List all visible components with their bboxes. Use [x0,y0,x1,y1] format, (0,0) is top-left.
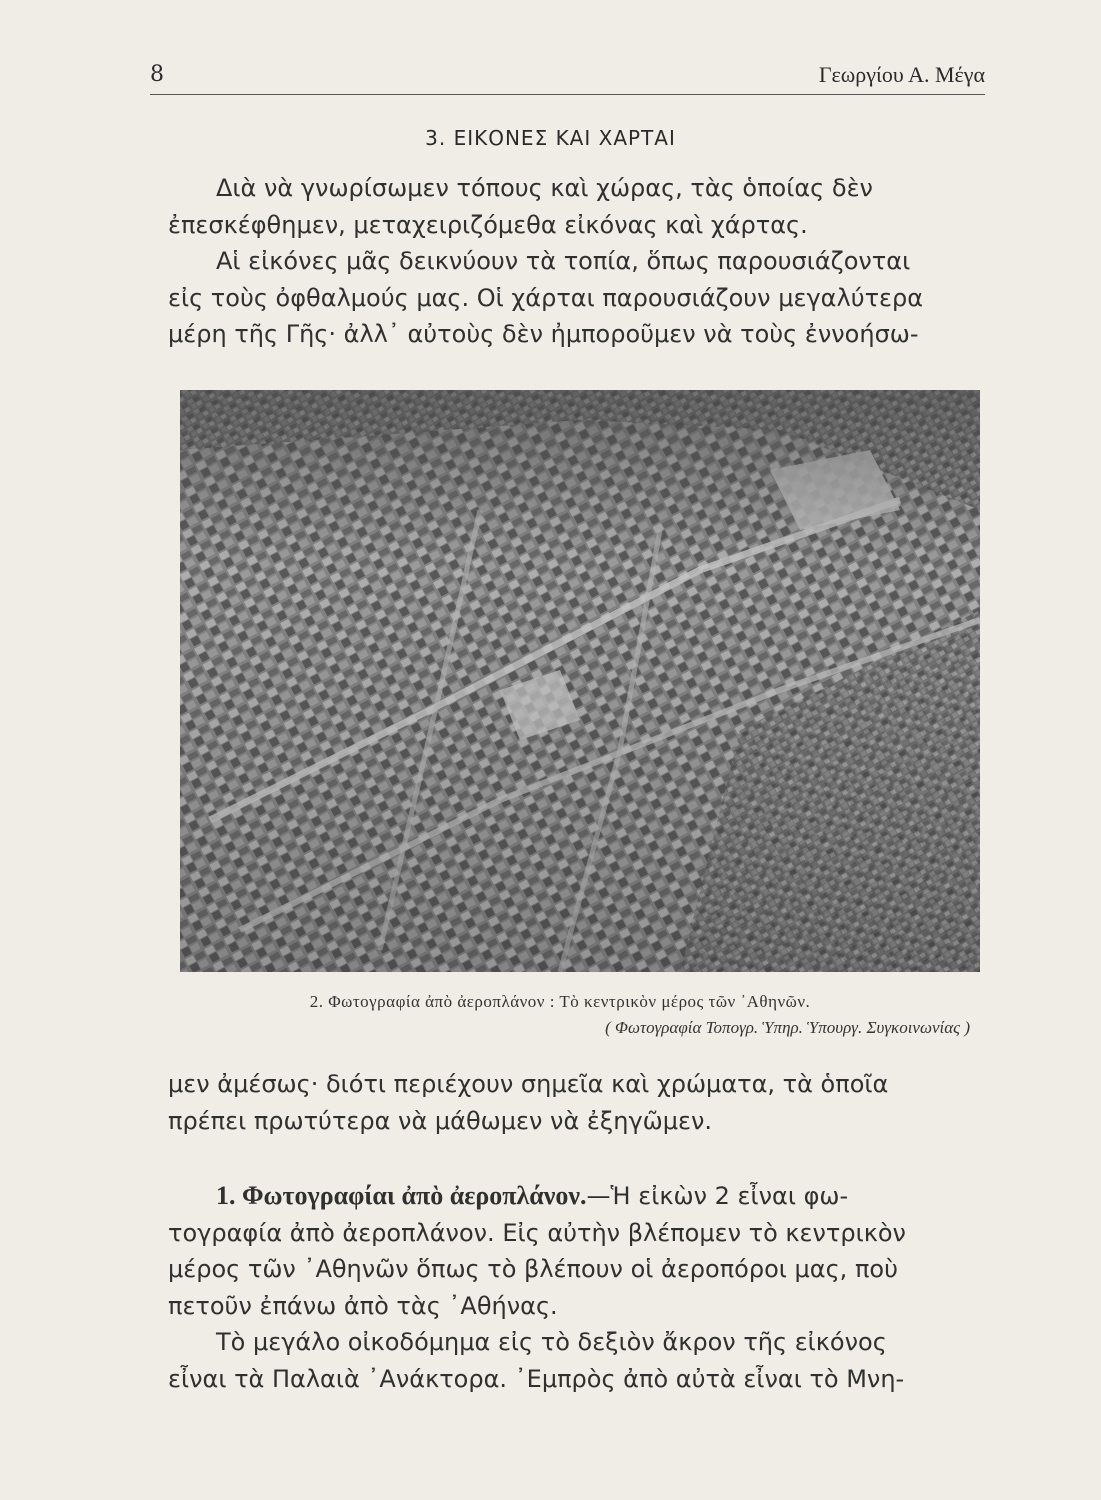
text-line: τογραφία ἀπὸ ἀεροπλάνον. Εἰς αὐτὴν βλέπομεν τὸ κεντρικὸν [168,1218,906,1247]
text-line: εἶναι τὰ Παλαιὰ ᾿Ανάκτορα. ᾿Εμπρὸς ἀπὸ αὐτὰ εἶναι τὸ Μνη- [168,1364,905,1393]
intro-paragraph [168,170,988,353]
text-line: πρέπει πρωτύτερα νὰ μάθωμεν νὰ ἐξηγῶμεν. [168,1106,713,1135]
text-line: μέρος τῶν ᾿Αθηνῶν ὅπως τὸ βλέπουν οἱ ἀεροπόροι μας, ποὺ [168,1255,898,1284]
aerial-photo [180,390,980,972]
continuation-paragraph [168,1066,988,1139]
section-title: 3. ΕΙΚΟΝΕΣ ΚΑΙ ΧΑΡΤΑΙ [425,126,676,150]
text-line: ἐπεσκέφθημεν, μεταχειριζόμεθα εἰκόνας καὶ χάρτας. [168,210,808,239]
subsection-heading: 1. Φωτογραφίαι ἀπὸ ἀεροπλάνον. [216,1181,587,1210]
subsection-first-line: —Ἡ εἰκὼν 2 εἶναι φω- [586,1182,849,1210]
running-head: Γεωργίου Α. Μέγα [818,62,985,87]
text-line: εἰς τοὺς ὀφθαλμούς μας. Οἱ χάρται παρουσιάζουν μεγαλύτερα [168,283,924,312]
subsection-paragraph [168,1178,988,1398]
text-line: Αἱ εἰκόνες μᾶς δεικνύουν τὰ τοπία, ὅπως παρουσιάζονται [216,247,911,276]
text-line: πετοῦν ἐπάνω ἀπὸ τὰς ᾿Αθήνας. [168,1291,558,1320]
text-line: μέρη τῆς Γῆς· ἀλλ᾿ αὐτοὺς δὲν ἠμποροῦμεν νὰ τοὺς ἐννοήσω- [168,320,919,349]
text-line: μεν ἀμέσως· διότι περιέχουν σημεῖα καὶ χρώματα, τὰ ὁποῖα [168,1070,889,1098]
text-line [168,1178,988,1215]
figure-caption: 2. Φωτογραφία ἀπὸ ἀεροπλάνον : Τὸ κεντρικὸν μέρος τῶν ᾿Αθηνῶν. [309,992,811,1011]
page-number: 8 [150,62,164,87]
figure-credit: ( Φωτογραφία Τοπογρ. Ὑπηρ. Ὑπουργ. Συγκοινωνίας ) [605,1018,970,1037]
text-line: Τὸ μεγάλο οἰκοδόμημα εἰς τὸ δεξιὸν ἄκρον τῆς εἰκόνος [216,1328,887,1357]
text-line: Διὰ νὰ γνωρίσωμεν τόπους καὶ χώρας, τὰς ὁποίας δὲν [216,174,873,202]
aerial-city-photo-icon [180,390,980,972]
page-header [150,52,985,95]
